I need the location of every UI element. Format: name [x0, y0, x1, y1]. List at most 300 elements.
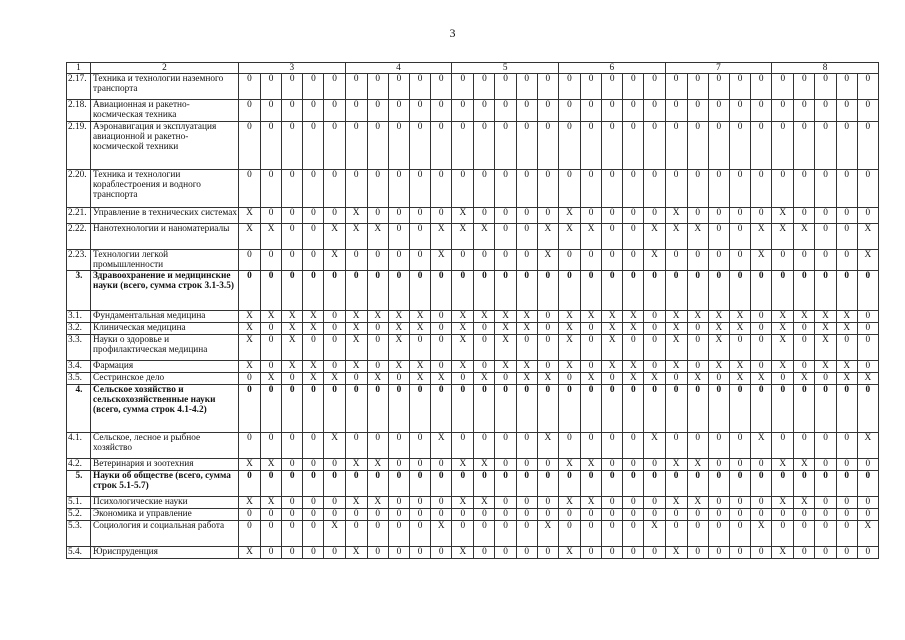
value-cell: 0: [836, 509, 857, 521]
value-cell: X: [602, 323, 623, 335]
value-cell: 0: [815, 459, 836, 471]
value-cell: 0: [623, 385, 644, 433]
value-cell: 0: [409, 223, 430, 249]
value-cell: 0: [388, 271, 409, 311]
value-cell: X: [857, 373, 878, 385]
value-cell: 0: [772, 249, 794, 270]
header-cell: 8: [772, 63, 879, 74]
value-cell: X: [452, 547, 474, 559]
value-cell: 0: [261, 207, 282, 223]
row-name: Техника и технологии наземного транспорта: [91, 74, 239, 100]
value-cell: 0: [282, 373, 303, 385]
value-cell: X: [857, 223, 878, 249]
value-cell: X: [516, 373, 537, 385]
value-cell: 0: [687, 74, 708, 100]
value-cell: 0: [495, 459, 516, 471]
value-cell: 0: [261, 509, 282, 521]
value-cell: X: [580, 223, 601, 249]
value-cell: 0: [367, 207, 388, 223]
row-name: Ветеринария и зоотехния: [91, 459, 239, 471]
row-number: 5.3.: [67, 521, 91, 547]
value-cell: 0: [558, 121, 580, 169]
value-cell: X: [729, 361, 750, 373]
value-cell: 0: [474, 521, 495, 547]
value-cell: 0: [602, 100, 623, 121]
value-cell: X: [751, 521, 772, 547]
value-cell: 0: [303, 223, 324, 249]
value-cell: X: [409, 311, 430, 323]
value-cell: 0: [261, 433, 282, 459]
value-cell: 0: [644, 361, 665, 373]
value-cell: 0: [409, 547, 430, 559]
value-cell: X: [239, 311, 261, 323]
value-cell: X: [239, 335, 261, 361]
value-cell: 0: [324, 74, 345, 100]
value-cell: 0: [303, 335, 324, 361]
value-cell: X: [772, 335, 794, 361]
value-cell: X: [261, 223, 282, 249]
value-cell: 0: [431, 335, 452, 361]
value-cell: X: [665, 207, 687, 223]
value-cell: 0: [324, 385, 345, 433]
value-cell: 0: [495, 521, 516, 547]
value-cell: 0: [303, 547, 324, 559]
value-cell: 0: [431, 100, 452, 121]
value-cell: 0: [751, 74, 772, 100]
table-row: [67, 311, 879, 323]
value-cell: X: [324, 433, 345, 459]
value-cell: X: [558, 323, 580, 335]
table-row: [67, 459, 879, 471]
value-cell: 0: [794, 509, 815, 521]
value-cell: 0: [836, 521, 857, 547]
value-cell: 0: [537, 311, 558, 323]
value-cell: 0: [665, 271, 687, 311]
value-cell: 0: [495, 433, 516, 459]
value-cell: 0: [623, 547, 644, 559]
value-cell: 0: [388, 100, 409, 121]
value-cell: 0: [282, 459, 303, 471]
row-number: 3.5.: [67, 373, 91, 385]
value-cell: 0: [729, 497, 750, 509]
value-cell: 0: [644, 335, 665, 361]
value-cell: 0: [772, 121, 794, 169]
value-cell: 0: [409, 271, 430, 311]
value-cell: X: [602, 335, 623, 361]
value-cell: 0: [474, 100, 495, 121]
value-cell: 0: [580, 547, 601, 559]
value-cell: X: [495, 311, 516, 323]
value-cell: 0: [665, 74, 687, 100]
value-cell: 0: [345, 385, 367, 433]
value-cell: 0: [367, 121, 388, 169]
value-cell: 0: [261, 121, 282, 169]
value-cell: 0: [261, 100, 282, 121]
value-cell: X: [239, 207, 261, 223]
value-cell: 0: [751, 121, 772, 169]
value-cell: 0: [431, 207, 452, 223]
value-cell: 0: [687, 521, 708, 547]
value-cell: 0: [452, 471, 474, 497]
value-cell: 0: [815, 169, 836, 207]
row-number: 5.2.: [67, 509, 91, 521]
table-row: [67, 121, 879, 169]
value-cell: 0: [708, 497, 729, 509]
value-cell: 0: [495, 471, 516, 497]
value-cell: X: [794, 459, 815, 471]
row-number: 4.: [67, 385, 91, 433]
value-cell: X: [474, 459, 495, 471]
value-cell: 0: [836, 249, 857, 270]
value-cell: 0: [836, 385, 857, 433]
value-cell: 0: [409, 385, 430, 433]
value-cell: 0: [836, 433, 857, 459]
value-cell: 0: [261, 249, 282, 270]
value-cell: 0: [431, 509, 452, 521]
value-cell: X: [516, 361, 537, 373]
value-cell: 0: [303, 385, 324, 433]
value-cell: 0: [708, 121, 729, 169]
value-cell: 0: [602, 385, 623, 433]
row-number: 3.1.: [67, 311, 91, 323]
row-name: Экономика и управление: [91, 509, 239, 521]
value-cell: 0: [367, 335, 388, 361]
value-cell: 0: [687, 271, 708, 311]
value-cell: 0: [729, 471, 750, 497]
value-cell: 0: [815, 271, 836, 311]
value-cell: 0: [367, 249, 388, 270]
value-cell: 0: [516, 74, 537, 100]
row-number: 3.: [67, 271, 91, 311]
value-cell: X: [815, 323, 836, 335]
value-cell: X: [772, 223, 794, 249]
value-cell: X: [623, 361, 644, 373]
value-cell: 0: [345, 373, 367, 385]
value-cell: 0: [794, 100, 815, 121]
value-cell: 0: [537, 497, 558, 509]
row-number: 2.22.: [67, 223, 91, 249]
value-cell: 0: [729, 271, 750, 311]
value-cell: 0: [857, 547, 878, 559]
value-cell: X: [452, 323, 474, 335]
value-cell: 0: [665, 100, 687, 121]
value-cell: 0: [751, 497, 772, 509]
value-cell: 0: [452, 249, 474, 270]
value-cell: 0: [794, 249, 815, 270]
value-cell: X: [282, 335, 303, 361]
value-cell: 0: [516, 433, 537, 459]
value-cell: 0: [409, 433, 430, 459]
value-cell: 0: [794, 433, 815, 459]
value-cell: 0: [558, 169, 580, 207]
value-cell: 0: [729, 547, 750, 559]
value-cell: 0: [495, 223, 516, 249]
value-cell: X: [794, 373, 815, 385]
value-cell: 0: [303, 459, 324, 471]
value-cell: 0: [261, 323, 282, 335]
value-cell: 0: [665, 471, 687, 497]
value-cell: X: [623, 311, 644, 323]
value-cell: 0: [836, 207, 857, 223]
value-cell: X: [772, 497, 794, 509]
value-cell: 0: [623, 335, 644, 361]
value-cell: 0: [857, 169, 878, 207]
value-cell: 0: [324, 169, 345, 207]
value-cell: X: [580, 373, 601, 385]
value-cell: 0: [452, 521, 474, 547]
row-name: Управление в технических системах: [91, 207, 239, 223]
value-cell: 0: [239, 385, 261, 433]
value-cell: 0: [623, 74, 644, 100]
value-cell: 0: [751, 323, 772, 335]
value-cell: 0: [324, 361, 345, 373]
value-cell: X: [644, 223, 665, 249]
value-cell: X: [580, 459, 601, 471]
value-cell: 0: [388, 249, 409, 270]
value-cell: 0: [516, 497, 537, 509]
row-number: 2.18.: [67, 100, 91, 121]
value-cell: 0: [815, 433, 836, 459]
value-cell: 0: [623, 223, 644, 249]
value-cell: X: [495, 335, 516, 361]
value-cell: 0: [857, 361, 878, 373]
value-cell: 0: [687, 433, 708, 459]
value-cell: 0: [687, 100, 708, 121]
value-cell: 0: [836, 497, 857, 509]
value-cell: X: [623, 373, 644, 385]
value-cell: 0: [836, 121, 857, 169]
table-row: [67, 373, 879, 385]
value-cell: 0: [431, 497, 452, 509]
value-cell: X: [708, 361, 729, 373]
value-cell: 0: [388, 509, 409, 521]
value-cell: X: [751, 223, 772, 249]
row-number: 4.1.: [67, 433, 91, 459]
row-number: 2.17.: [67, 74, 91, 100]
page-number: 3: [449, 26, 456, 40]
value-cell: 0: [751, 100, 772, 121]
value-cell: 0: [836, 459, 857, 471]
value-cell: 0: [623, 100, 644, 121]
value-cell: 0: [815, 509, 836, 521]
value-cell: X: [474, 373, 495, 385]
value-cell: 0: [857, 385, 878, 433]
value-cell: X: [367, 497, 388, 509]
value-cell: X: [367, 311, 388, 323]
row-number: 2.19.: [67, 121, 91, 169]
value-cell: X: [558, 207, 580, 223]
value-cell: X: [345, 223, 367, 249]
value-cell: 0: [409, 459, 430, 471]
value-cell: 0: [623, 497, 644, 509]
value-cell: 0: [665, 169, 687, 207]
value-cell: 0: [303, 509, 324, 521]
value-cell: 0: [537, 459, 558, 471]
value-cell: 0: [857, 471, 878, 497]
value-cell: X: [452, 459, 474, 471]
value-cell: 0: [602, 271, 623, 311]
value-cell: 0: [729, 223, 750, 249]
value-cell: 0: [580, 249, 601, 270]
value-cell: 0: [367, 385, 388, 433]
value-cell: X: [345, 323, 367, 335]
value-cell: 0: [431, 169, 452, 207]
value-cell: 0: [794, 169, 815, 207]
table-row: [67, 223, 879, 249]
value-cell: X: [495, 323, 516, 335]
value-cell: 0: [836, 547, 857, 559]
value-cell: 0: [431, 471, 452, 497]
value-cell: 0: [474, 207, 495, 223]
value-cell: 0: [282, 471, 303, 497]
value-cell: 0: [516, 249, 537, 270]
value-cell: 0: [708, 547, 729, 559]
value-cell: 0: [772, 74, 794, 100]
value-cell: 0: [516, 521, 537, 547]
value-cell: 0: [282, 521, 303, 547]
value-cell: 0: [282, 169, 303, 207]
value-cell: 0: [623, 169, 644, 207]
value-cell: 0: [324, 100, 345, 121]
value-cell: 0: [261, 547, 282, 559]
value-cell: 0: [602, 459, 623, 471]
value-cell: 0: [751, 459, 772, 471]
value-cell: 0: [772, 169, 794, 207]
value-cell: X: [558, 335, 580, 361]
value-cell: 0: [836, 271, 857, 311]
value-cell: X: [772, 311, 794, 323]
value-cell: 0: [665, 433, 687, 459]
value-cell: 0: [729, 521, 750, 547]
row-number: 5.4.: [67, 547, 91, 559]
value-cell: 0: [644, 385, 665, 433]
value-cell: 0: [665, 385, 687, 433]
value-cell: 0: [558, 249, 580, 270]
value-cell: 0: [388, 547, 409, 559]
value-cell: X: [239, 361, 261, 373]
value-cell: X: [452, 335, 474, 361]
value-cell: X: [602, 311, 623, 323]
value-cell: 0: [303, 100, 324, 121]
value-cell: 0: [708, 471, 729, 497]
value-cell: 0: [452, 509, 474, 521]
value-cell: X: [239, 547, 261, 559]
value-cell: 0: [751, 207, 772, 223]
value-cell: 0: [345, 521, 367, 547]
value-cell: 0: [857, 121, 878, 169]
value-cell: 0: [537, 100, 558, 121]
header-cell: 4: [345, 63, 452, 74]
value-cell: 0: [261, 471, 282, 497]
value-cell: 0: [729, 121, 750, 169]
row-number: 2.23.: [67, 249, 91, 270]
value-cell: 0: [282, 509, 303, 521]
value-cell: 0: [495, 271, 516, 311]
value-cell: 0: [623, 249, 644, 270]
value-cell: 0: [580, 361, 601, 373]
value-cell: 0: [558, 271, 580, 311]
value-cell: 0: [794, 361, 815, 373]
value-cell: 0: [388, 169, 409, 207]
value-cell: X: [644, 249, 665, 270]
value-cell: X: [537, 249, 558, 270]
value-cell: 0: [282, 121, 303, 169]
value-cell: 0: [857, 497, 878, 509]
value-cell: X: [857, 521, 878, 547]
value-cell: 0: [388, 497, 409, 509]
value-cell: X: [261, 459, 282, 471]
table-row: [67, 433, 879, 459]
value-cell: X: [665, 323, 687, 335]
value-cell: 0: [558, 509, 580, 521]
value-cell: 0: [602, 509, 623, 521]
row-number: 3.3.: [67, 335, 91, 361]
value-cell: 0: [239, 373, 261, 385]
header-cell: 3: [239, 63, 346, 74]
value-cell: X: [794, 311, 815, 323]
value-cell: X: [431, 223, 452, 249]
value-cell: X: [345, 497, 367, 509]
value-cell: 0: [239, 433, 261, 459]
table-row: [67, 207, 879, 223]
value-cell: 0: [516, 100, 537, 121]
value-cell: 0: [602, 433, 623, 459]
value-cell: 0: [282, 74, 303, 100]
data-table: [66, 62, 879, 559]
value-cell: 0: [324, 497, 345, 509]
value-cell: X: [729, 323, 750, 335]
table-row: [67, 509, 879, 521]
value-cell: 0: [474, 361, 495, 373]
value-cell: 0: [708, 207, 729, 223]
header-cell: 2: [91, 63, 239, 74]
value-cell: 0: [345, 271, 367, 311]
value-cell: 0: [644, 100, 665, 121]
value-cell: 0: [644, 497, 665, 509]
value-cell: 0: [772, 433, 794, 459]
value-cell: 0: [794, 323, 815, 335]
value-cell: 0: [687, 169, 708, 207]
value-cell: 0: [836, 100, 857, 121]
value-cell: 0: [516, 223, 537, 249]
value-cell: X: [282, 311, 303, 323]
value-cell: 0: [452, 373, 474, 385]
value-cell: 0: [282, 100, 303, 121]
value-cell: X: [409, 323, 430, 335]
value-cell: 0: [815, 207, 836, 223]
value-cell: X: [708, 311, 729, 323]
value-cell: X: [537, 521, 558, 547]
value-cell: X: [794, 497, 815, 509]
row-name: Сестринское дело: [91, 373, 239, 385]
value-cell: 0: [261, 271, 282, 311]
value-cell: 0: [474, 433, 495, 459]
value-cell: 0: [644, 323, 665, 335]
value-cell: 0: [409, 335, 430, 361]
value-cell: 0: [282, 223, 303, 249]
value-cell: X: [452, 223, 474, 249]
value-cell: 0: [602, 471, 623, 497]
value-cell: X: [708, 323, 729, 335]
row-name: Техника и технологии кораблестроения и водного транспорта: [91, 169, 239, 207]
value-cell: 0: [516, 335, 537, 361]
value-cell: X: [261, 373, 282, 385]
value-cell: 0: [772, 509, 794, 521]
value-cell: 0: [729, 433, 750, 459]
value-cell: X: [687, 497, 708, 509]
value-cell: 0: [751, 509, 772, 521]
value-cell: 0: [836, 169, 857, 207]
